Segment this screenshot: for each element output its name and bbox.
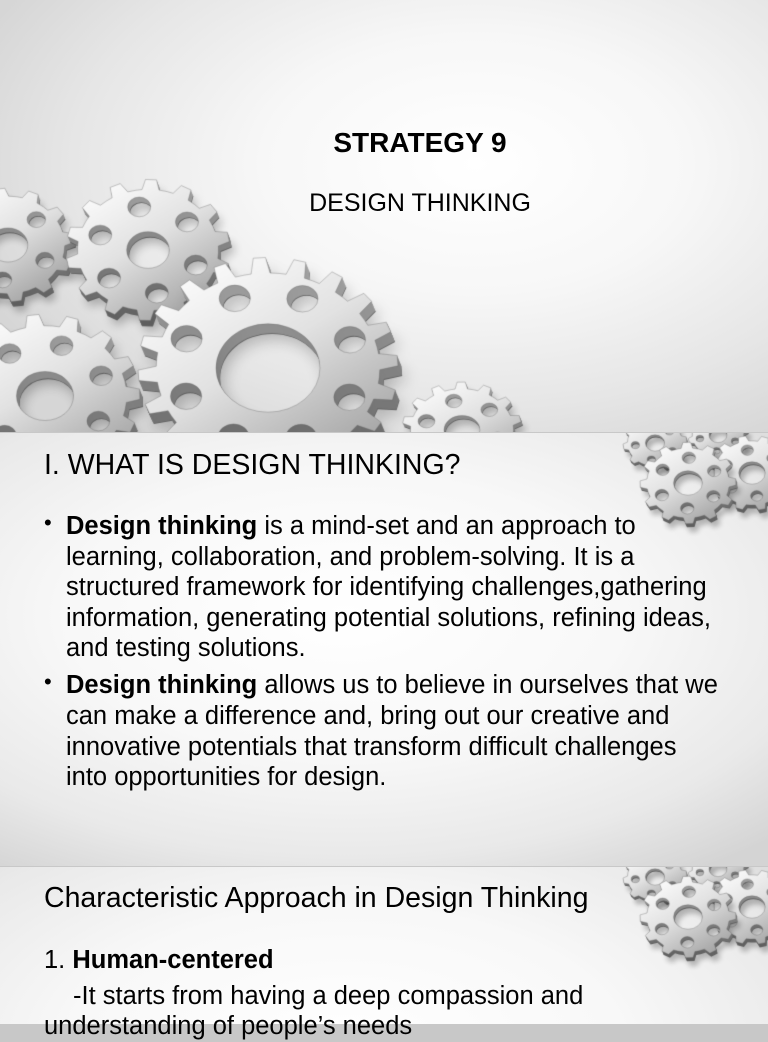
- list-item-description: -It starts from having a deep compassion and: [73, 982, 584, 1010]
- slide-subtitle: DESIGN THINKING: [309, 189, 531, 217]
- gears-illustration: [600, 867, 768, 977]
- slide-3: [0, 867, 768, 1040]
- slide-heading: I. WHAT IS DESIGN THINKING?: [44, 449, 461, 481]
- slide-title: STRATEGY 9: [333, 127, 507, 158]
- bullet-marker: •: [44, 510, 52, 535]
- bullet-text: is a mind-set and an approach to: [264, 512, 636, 540]
- bullet-line: can make a difference and, bring out our creative and: [66, 702, 670, 731]
- bullet-line: innovative potentials that transform difficult challenges: [66, 732, 677, 761]
- list-number: 1.: [44, 946, 66, 974]
- slide-1: [0, 0, 768, 432]
- bullet-line: into opportunities for design.: [66, 763, 387, 792]
- bullet-line: and testing solutions.: [66, 634, 306, 663]
- bullet-line: information, generating potential solutions, refining ideas,: [66, 603, 711, 632]
- slide-2: [0, 433, 768, 866]
- bullet-line: learning, collaboration, and problem-solving. It is a: [66, 542, 635, 571]
- slide-heading: Characteristic Approach in Design Thinking: [44, 882, 589, 914]
- list-item-description: understanding of people’s needs: [44, 1012, 413, 1040]
- bullet-marker: •: [44, 669, 52, 695]
- list-item-title: [44, 945, 274, 976]
- list-item-term: Human-centered: [72, 946, 274, 974]
- bold-term: Design thinking: [66, 671, 258, 700]
- bullet-item: [44, 670, 744, 792]
- bullet-line: structured framework for identifying challenges,gathering: [66, 573, 707, 602]
- bullet-line: [66, 511, 744, 542]
- bullet-line: [66, 670, 744, 701]
- bullet-list: [44, 511, 744, 799]
- bold-term: Design thinking: [66, 512, 258, 540]
- bullet-text: allows us to believe in ourselves that we: [264, 671, 718, 700]
- bullet-item: [44, 511, 744, 664]
